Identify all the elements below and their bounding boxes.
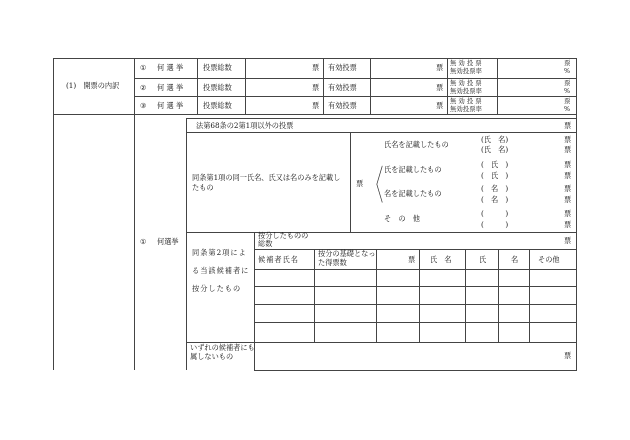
header-fullname: 氏 名 (430, 255, 452, 264)
rule (314, 249, 315, 342)
row2-invalid-unit: 票 (564, 79, 571, 87)
row3-rate-unit: % (564, 105, 571, 113)
row2-valid-label: 有効投票 (328, 83, 357, 92)
row3-invalid-label: 無 効 投 票 (450, 97, 482, 105)
row1-invalid-rate-label: 無効投票率 (450, 67, 482, 75)
fullname-a: (氏 名) (481, 135, 509, 144)
rule (186, 132, 577, 133)
section2-num: ① (140, 237, 147, 246)
surname-b: ( 氏 ) (481, 171, 509, 180)
same-clause-label: 同条第1項の同一氏名、氏又は名のみを記載したもの (192, 173, 341, 192)
rule (186, 118, 187, 370)
row2-invalid-label: 無 効 投 票 (450, 79, 482, 87)
rule (186, 232, 577, 233)
rule (498, 249, 499, 342)
rule (53, 58, 54, 370)
givenname-unit-a: 票 (564, 184, 572, 193)
header-other: その他 (538, 255, 560, 264)
row1-valid-unit: 票 (436, 63, 444, 72)
row3-unit: 票 (312, 101, 320, 110)
givenname-b: ( 名 ) (481, 195, 509, 204)
row2-num: ② (140, 83, 147, 92)
row1-kind: 何 選 挙 (157, 63, 184, 72)
row2-rate-unit: % (564, 87, 571, 95)
art68-label: 法第68条の2第1項以外の投票 (196, 121, 294, 130)
rule (254, 370, 577, 371)
rule (254, 304, 577, 305)
rule (323, 58, 324, 114)
fullname-unit-b: 票 (564, 145, 572, 154)
row3-valid-unit: 票 (436, 101, 444, 110)
row1-invalid-label: 無 効 投 票 (450, 59, 482, 67)
apportion-total-unit: 票 (564, 236, 572, 245)
rule (465, 249, 466, 342)
fullname-unit-a: 票 (564, 135, 572, 144)
other-unit-b: 票 (564, 220, 572, 229)
row2-unit: 票 (312, 83, 320, 92)
apportion-total-label: 按分したものの総数 (258, 231, 309, 249)
fullname-label: 氏名を記載したもの (384, 140, 449, 149)
surname-unit-b: 票 (564, 171, 572, 180)
fullname-b: (氏 名) (481, 145, 509, 154)
rule (254, 322, 577, 323)
brace-icon: 〈 (369, 163, 383, 209)
givenname-label: 名を記載したもの (384, 189, 442, 198)
rule (447, 58, 448, 114)
rule (497, 58, 498, 114)
rule (254, 269, 577, 270)
rule (134, 58, 135, 370)
givenname-a: ( 名 ) (481, 184, 509, 193)
art68-unit: 票 (564, 121, 572, 130)
row2-invalid-rate-label: 無効投票率 (450, 87, 482, 95)
other-b: ( ) (481, 220, 509, 229)
rule (254, 286, 577, 287)
vote-label: 票 (356, 179, 364, 188)
row3-total-label: 投票総数 (203, 101, 232, 110)
row2-valid-unit: 票 (436, 83, 444, 92)
surname-a: ( 氏 ) (481, 160, 509, 169)
surname-label: 氏を記載したもの (384, 165, 442, 174)
row3-kind: 何 選 挙 (157, 101, 184, 110)
rule (576, 58, 577, 370)
givenname-unit-b: 票 (564, 195, 572, 204)
row1-valid-label: 有効投票 (328, 63, 357, 72)
row1-unit: 票 (312, 63, 320, 72)
header-givenname: 名 (511, 255, 519, 264)
apportion-group-label: 同条第2項による当該候補者に按分したもの (192, 248, 250, 293)
rule (350, 132, 351, 232)
row2-total-label: 投票総数 (203, 83, 232, 92)
rule (134, 96, 577, 97)
rule (376, 249, 377, 342)
rule (529, 249, 530, 342)
none-label: いずれの候補者にも属しないもの (190, 343, 255, 361)
other-a: ( ) (481, 209, 509, 218)
surname-unit-a: 票 (564, 160, 572, 169)
rule (134, 78, 577, 79)
rule (186, 118, 577, 119)
none-unit: 票 (564, 351, 572, 360)
row3-num: ③ (140, 101, 147, 110)
row3-valid-label: 有効投票 (328, 101, 357, 110)
rule (53, 114, 577, 115)
row3-invalid-rate-label: 無効投票率 (450, 105, 482, 113)
row1-rate-unit: % (564, 67, 571, 75)
header-unit: 票 (408, 255, 416, 264)
header-candidate: 候補者氏名 (258, 255, 299, 264)
rule (370, 58, 371, 114)
rule (245, 58, 246, 114)
section2-kind: 何選挙 (157, 237, 179, 246)
rule (197, 58, 198, 114)
row1-num: ① (140, 63, 147, 72)
row3-invalid-unit: 票 (564, 97, 571, 105)
header-basis: 按分の基礎となった得票数 (318, 249, 376, 267)
other-label: そ の 他 (384, 214, 420, 223)
row1-total-label: 投票総数 (203, 63, 232, 72)
rule (53, 58, 577, 59)
header-surname: 氏 (479, 255, 487, 264)
other-unit-a: 票 (564, 209, 572, 218)
row1-invalid-unit: 票 (564, 59, 571, 67)
section1-label: (1) 開票の内訳 (66, 81, 120, 90)
row2-kind: 何 選 挙 (157, 83, 184, 92)
rule (419, 249, 420, 342)
